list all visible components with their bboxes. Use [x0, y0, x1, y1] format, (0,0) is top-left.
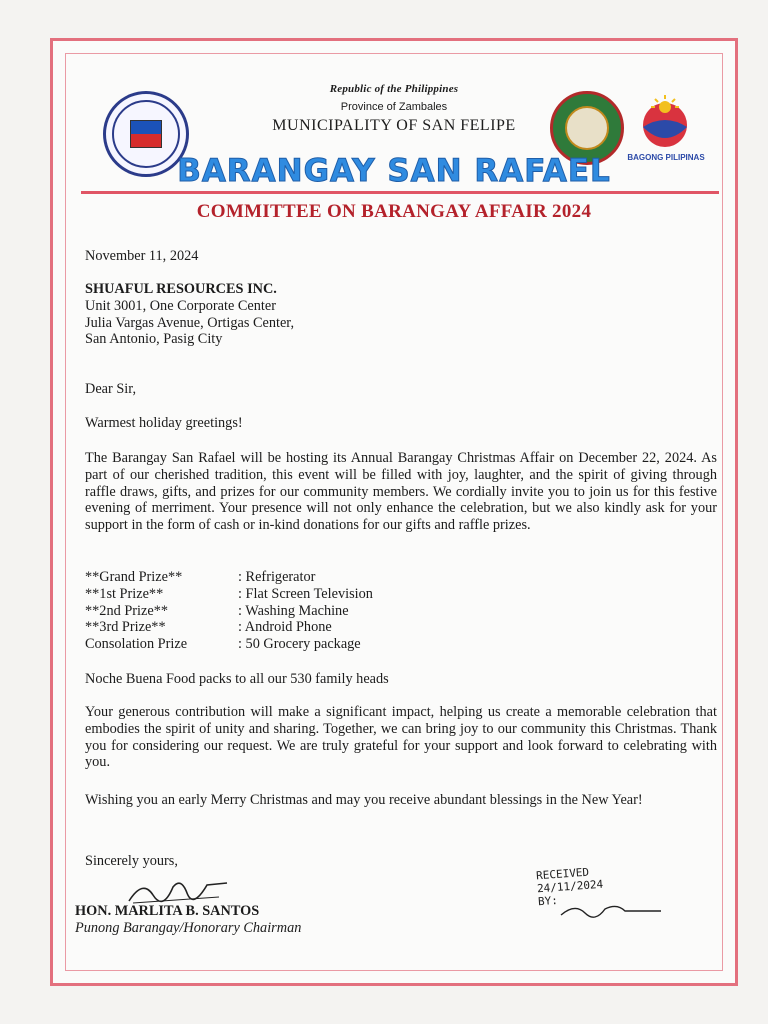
recipient-company: SHUAFUL RESOURCES INC.	[85, 281, 277, 297]
prize-row	[85, 569, 717, 586]
prize-item: : Washing Machine	[238, 602, 349, 619]
municipality-heading: MUNICIPALITY OF SAN FELIPE	[272, 117, 516, 134]
recipient-address	[85, 281, 717, 348]
letter-date: November 11, 2024	[85, 248, 199, 264]
prize-name: **Grand Prize**	[85, 569, 183, 585]
prize-item: : Refrigerator	[238, 569, 316, 585]
signer-name: HON. MARLITA B. SANTOS	[75, 903, 260, 919]
prize-item: : Flat Screen Television	[238, 585, 373, 602]
prize-row	[85, 636, 717, 653]
prize-row	[85, 603, 717, 620]
received-by: BY:	[537, 893, 559, 909]
prize-name: Consolation Prize	[85, 636, 188, 653]
address-line-1: Unit 3001, One Corporate Center	[85, 297, 276, 314]
prize-row	[85, 619, 717, 636]
address-line-2: Julia Vargas Avenue, Ortigas Center,	[85, 314, 295, 331]
body-paragraph-1: The Barangay San Rafael will be hosting its Annual Barangay Christmas Affair on December 22, 2024. As part of our cherished tradition, this event will be filled with joy, laughter, and the spirit of giving through raffle draws, gifts, and prizes for our community members. We cordially invite you to join us for this festive evening of merriment. Your presence will not only enhance the celebration, but we also kindly ask for your support in the form of cash or in-kind donations for our gifts and raffle prizes.	[85, 450, 717, 534]
noche-buena-line: Noche Buena Food packs to all our 530 family heads	[85, 671, 389, 687]
signer-title: Punong Barangay/Honorary Chairman	[75, 920, 302, 936]
body-paragraph-2: Your generous contribution will make a significant impact, helping us create a memorable celebration that embodies the spirit of unity and sharing. Together, we can bring joy to our community this Christmas. Thank you for considering our request. We are truly grateful for your support and look forward to celebrating with you.	[85, 704, 717, 771]
prize-item: : 50 Grocery package	[238, 636, 361, 653]
letter-page	[50, 38, 738, 986]
barangay-title: BARANGAY SAN RAFAEL	[177, 153, 611, 189]
prize-item: : Android Phone	[238, 619, 332, 636]
header-divider	[81, 191, 719, 194]
signature-scribble	[123, 873, 233, 907]
received-date: 24/11/2024	[536, 877, 604, 896]
province-heading: Province of Zambales	[340, 101, 448, 113]
republic-heading: Republic of the Philippines	[329, 83, 459, 95]
prize-row	[85, 586, 717, 603]
received-signature	[505, 867, 665, 927]
closing: Sincerely yours,	[85, 853, 178, 869]
greeting: Warmest holiday greetings!	[85, 415, 243, 431]
prize-name: **3rd Prize**	[85, 619, 166, 636]
address-line-3: San Antonio, Pasig City	[85, 331, 223, 348]
committee-title: COMMITTEE ON BARANGAY AFFAIR 2024	[196, 201, 592, 222]
prize-name: **1st Prize**	[85, 585, 164, 602]
received-label: RECEIVED	[535, 865, 590, 883]
prize-list	[85, 569, 717, 653]
bagong-pilipinas-text: BAGONG PILIPINAS	[627, 153, 705, 162]
salutation: Dear Sir,	[85, 381, 137, 397]
body-paragraph-3: Wishing you an early Merry Christmas and may you receive abundant blessings in the New Year!	[85, 792, 643, 808]
prize-name: **2nd Prize**	[85, 602, 168, 619]
